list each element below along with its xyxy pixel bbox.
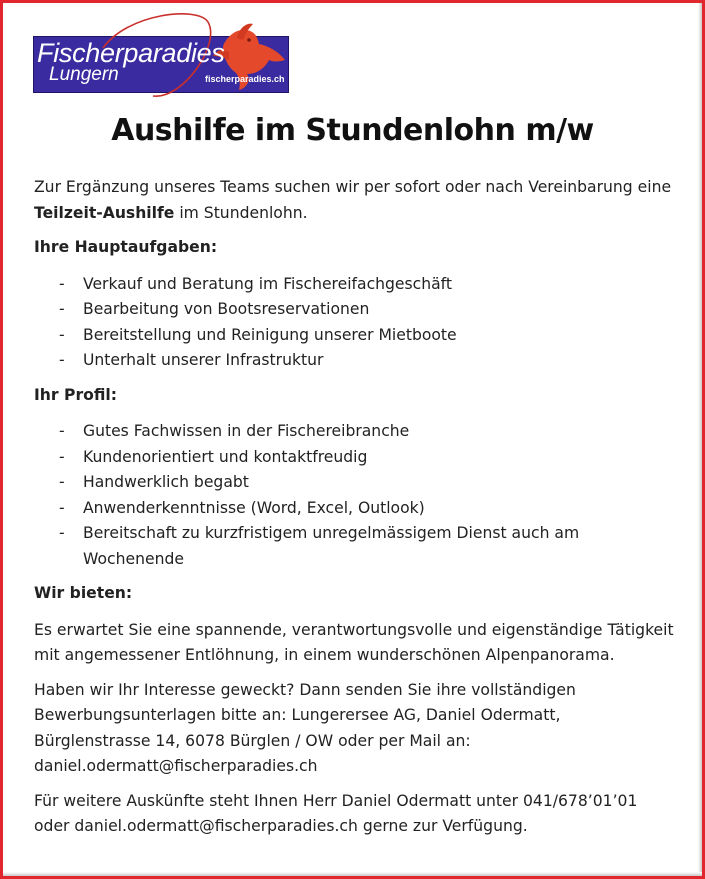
tasks-list — [34, 272, 674, 374]
intro-text: Zur Ergänzung unseres Teams suchen wir per sofort oder nach Vereinbarung eine — [34, 178, 672, 196]
profile-list — [34, 419, 674, 572]
logo-place-text: Lungern — [49, 64, 119, 85]
profile-heading: Ihr Profil: — [34, 385, 117, 404]
list-item: - Verkauf und Beratung im Fischereifachgeschäft — [34, 272, 674, 298]
frame-shadow-bottom — [3, 872, 702, 876]
logo-brand-text: Fischerparadies — [37, 38, 225, 68]
intro-bold-text: Teilzeit-Aushilfe — [34, 203, 175, 222]
list-item: - Gutes Fachwissen in der Fischereibranche — [34, 419, 674, 445]
list-item: - Handwerklich begabt — [34, 470, 674, 496]
intro-text-end: im Stundenlohn. — [174, 203, 308, 222]
tasks-heading: Ihre Hauptaufgaben: — [34, 238, 218, 256]
intro-paragraph — [34, 175, 674, 226]
list-item: - Bereitschaft zu kurzfristigem unregelmässigem Dienst auch am Wochenende — [34, 521, 674, 572]
apply-paragraph: Haben wir Ihr Interesse geweckt? Dann senden Sie ihre vollständigen Bewerbungsunterlagen bitte an: Lungerersee AG, Daniel Odermatt, Bürglenstrasse 14, 6078 Bürglen / OW oder per Mail an: daniel.odermatt@fischerparadies.ch — [34, 680, 576, 775]
offer-paragraph: Es erwartet Sie eine spannende, verantwortungsvolle und eigenständige Tätigkeit mit angemessener Entlöhnung, in einem wunderschönen Alpenpanorama. — [34, 620, 674, 664]
list-item: - Bearbeitung von Bootsreservationen — [34, 297, 674, 323]
contact-paragraph: Für weitere Auskünfte steht Ihnen Herr Daniel Odermatt unter 041/678’01’01 oder daniel.odermatt@fischerparadies.ch gerne zur Verfügung. — [34, 791, 638, 835]
list-item: - Anwenderkenntnisse (Word, Excel, Outlook) — [34, 496, 674, 522]
list-item: - Bereitstellung und Reinigung unserer Mietboote — [34, 323, 674, 349]
logo-url-text: fischerparadies.ch — [205, 74, 285, 84]
company-logo — [33, 8, 291, 104]
page-title: Aushilfe im Stundenlohn m/w — [111, 113, 594, 148]
job-posting-body — [34, 175, 674, 840]
offer-heading: Wir bieten: — [34, 584, 133, 602]
list-item: - Kundenorientiert und kontaktfreudig — [34, 445, 674, 471]
list-item: - Unterhalt unserer Infrastruktur — [34, 348, 674, 374]
